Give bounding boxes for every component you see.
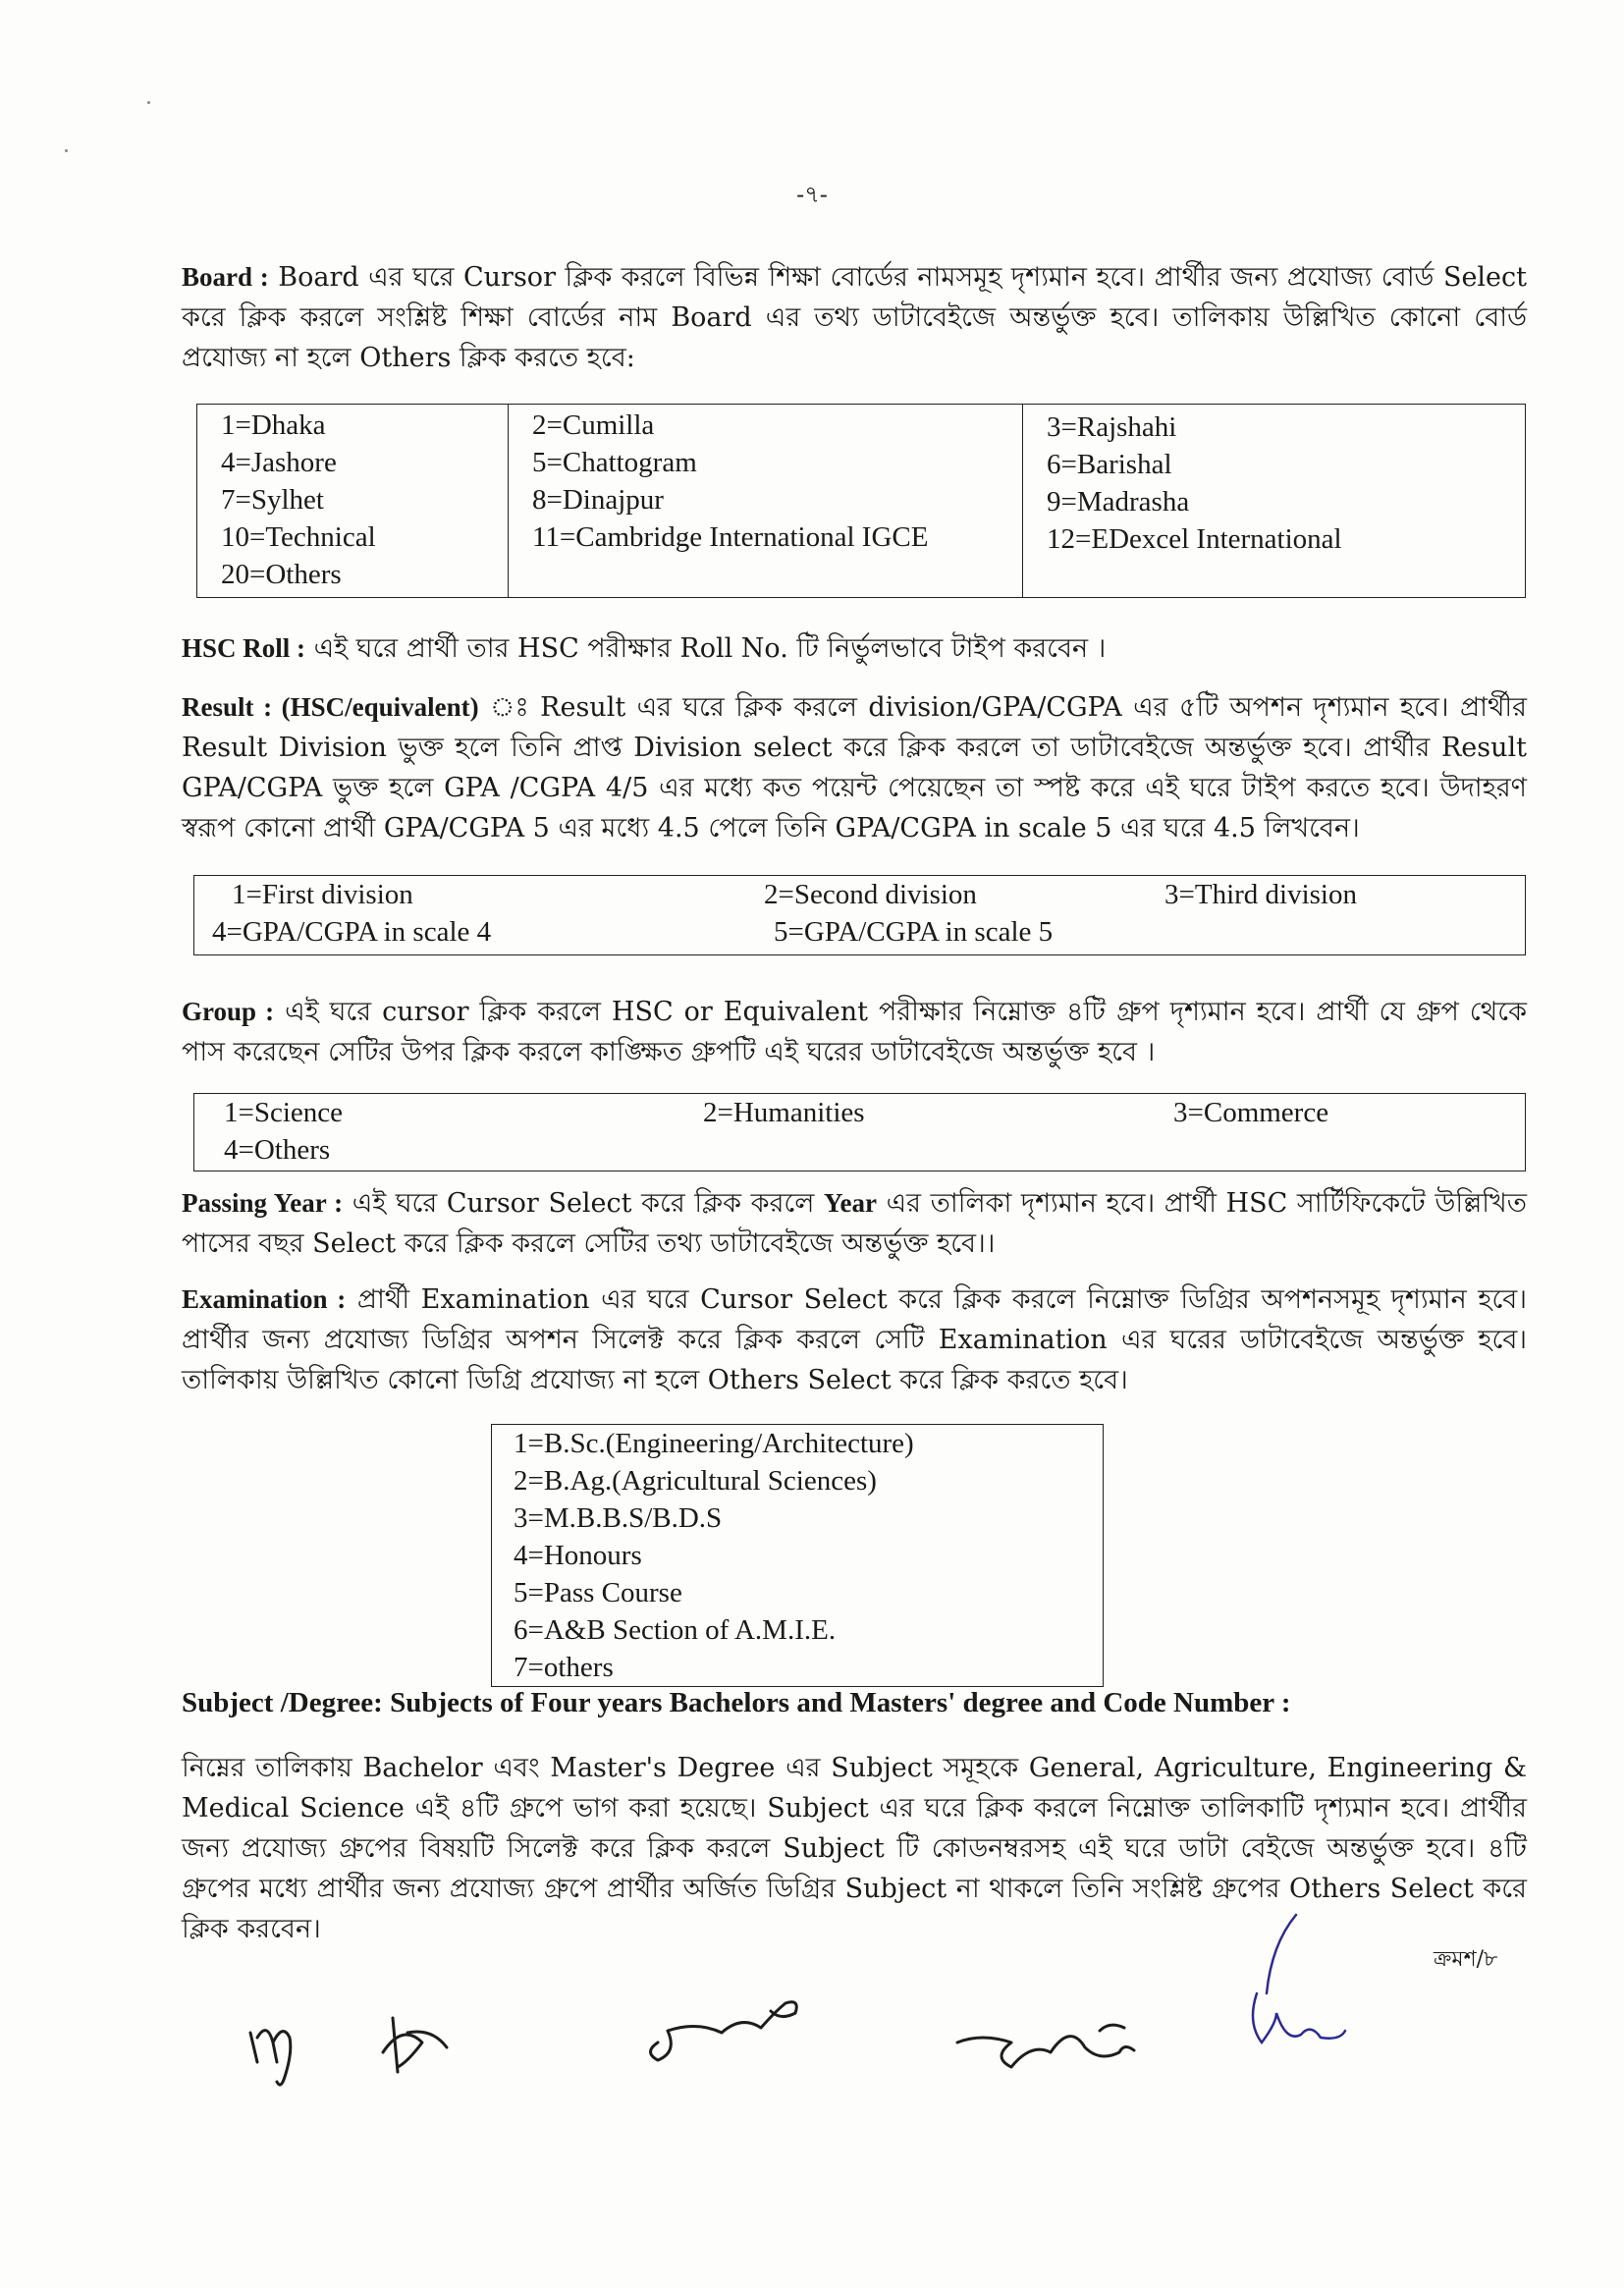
board-options-table: [196, 404, 1526, 598]
board-paragraph: [182, 257, 1527, 378]
board-column-3: [1022, 405, 1525, 597]
result-text: ঃ Result এর ঘরে ক্লিক করলে division/GPA/CGPA এর ৫টি অপশন দৃশ্যমান হবে। প্রার্থীর Result Division ভুক্ত হলে তিনি প্রাপ্ত Division select করে ক্লিক করলে তা ডাটাবেইজে অন্তর্ভুক্ত হবে। প্রার্থীর Result GPA/CGPA ভুক্ত হলে GPA /CGPA 4/5 এর মধ্যে কত পয়েন্ট পেয়েছেন তা স্পষ্ট করে এই ঘরে টাইপ করতে হবে। উদাহরণ স্বরূপ কোনো প্রার্থী GPA/CGPA 5 এর মধ্যে 4.5 পেলে তিনি GPA/CGPA in scale 5 এর ঘরে 4.5 লিখবেন।: [182, 692, 1527, 844]
passing-year-paragraph: [182, 1183, 1527, 1264]
signatures: [236, 1905, 1394, 2101]
scan-speck: [147, 101, 150, 104]
examination-options-table: [491, 1424, 1104, 1687]
examination-text: প্রার্থী Examination এর ঘরে Cursor Select করে ক্লিক করলে নিম্নোক্ত ডিগ্রির অপশনসমূহ দৃশ্যমান হবে। প্রার্থীর জন্য প্রযোজ্য ডিগ্রির অপশন সিলেক্ট করে ক্লিক করলে সেটি Examination এর ঘরের ডাটাবেইজে অন্তর্ভুক্ত হবে। তালিকায় উল্লিখিত কোনো ডিগ্রি প্রযোজ্য না হলে Others Select করে ক্লিক করতে হবে।: [182, 1284, 1527, 1395]
hsc-roll-paragraph: [182, 628, 1527, 669]
group-label: Group :: [182, 997, 275, 1026]
result-label: Result : (HSC/equivalent): [182, 692, 479, 722]
signature-2: [383, 2018, 447, 2072]
result-paragraph: [182, 687, 1527, 848]
board-option: 5=Chattogram: [532, 447, 697, 478]
board-option: 12=EDexcel International: [1047, 523, 1342, 555]
signature-5: [1253, 1915, 1345, 2043]
subject-heading: Subject /Degree: Subjects of Four years Bachelors and Masters' degree and Code Number :: [182, 1687, 1291, 1718]
scan-speck: [65, 149, 68, 152]
examination-option: 5=Pass Course: [514, 1577, 682, 1608]
hsc-roll-label: HSC Roll :: [182, 633, 306, 663]
signature-1: [250, 2031, 291, 2085]
board-option: 20=Others: [221, 559, 342, 590]
examination-paragraph: [182, 1280, 1527, 1400]
continued-note: ক্রমশ/৮: [1434, 1947, 1498, 1972]
signature-4: [957, 2025, 1134, 2067]
board-option: 9=Madrasha: [1047, 486, 1190, 518]
group-text: এই ঘরে cursor ক্লিক করলে HSC or Equivalent পরীক্ষার নিম্নোক্ত ৪টি গ্রুপ দৃশ্যমান হবে। প্রার্থী যে গ্রুপ থেকে পাস করেছেন সেটির উপর ক্লিক করলে কাঙ্ক্ষিত গ্রুপটি এই ঘরের ডাটাবেইজে অন্তর্ভুক্ত হবে ।: [182, 997, 1527, 1067]
board-text: Board এর ঘরে Cursor ক্লিক করলে বিভিন্ন শিক্ষা বোর্ডের নামসমূহ দৃশ্যমান হবে। প্রার্থীর জন্য প্রযোজ্য বোর্ড Select করে ক্লিক করলে সংশ্লিষ্ট শিক্ষা বোর্ডের নাম Board এর তথ্য ডাটাবেইজে অন্তর্ভুক্ত হবে। তালিকায় উল্লিখিত কোনো বোর্ড প্রযোজ্য না হলে Others ক্লিক করতে হবে:: [182, 262, 1528, 373]
examination-option: 7=others: [514, 1652, 614, 1683]
board-option: 8=Dinajpur: [532, 484, 664, 516]
examination-option: 1=B.Sc.(Engineering/Architecture): [514, 1428, 914, 1459]
group-option: 2=Humanities: [703, 1097, 865, 1128]
group-paragraph: [182, 992, 1527, 1072]
board-label: Board :: [182, 262, 269, 292]
group-option: 4=Others: [224, 1134, 331, 1166]
examination-label: Examination :: [182, 1284, 347, 1314]
board-option: 6=Barishal: [1047, 449, 1172, 480]
hsc-roll-text: এই ঘরে প্রার্থী তার HSC পরীক্ষার Roll No. টি নির্ভুলভাবে টাইপ করবেন ।: [313, 633, 1107, 664]
result-option: 5=GPA/CGPA in scale 5: [774, 916, 1054, 948]
passing-year-text-after: এর তালিকা দৃশ্যমান হবে। প্রার্থী HSC সার্টিফিকেটে উল্লিখিত পাসের বছর Select করে ক্লিক করলে সেটির তথ্য ডাটাবেইজে অন্তর্ভুক্ত হবে।।: [182, 1188, 1528, 1259]
examination-option: 6=A&B Section of A.M.I.E.: [514, 1614, 837, 1646]
result-option: 1=First division: [232, 879, 413, 910]
result-option: 2=Second division: [764, 879, 977, 910]
passing-year-label: Passing Year :: [182, 1188, 344, 1218]
passing-year-bold-word: Year: [824, 1188, 877, 1218]
result-options-table: [193, 875, 1526, 955]
passing-year-text: এই ঘরে Cursor Select করে ক্লিক করলে: [352, 1188, 815, 1219]
group-option: 1=Science: [224, 1097, 344, 1128]
board-option: 3=Rajshahi: [1047, 411, 1177, 443]
signature-3: [651, 2002, 797, 2060]
board-column-1: [197, 405, 508, 597]
result-option: 3=Third division: [1164, 879, 1357, 910]
group-options-table: [193, 1093, 1526, 1171]
subject-paragraph: নিম্নের তালিকায় Bachelor এবং Master's Degree এর Subject সমূহকে General, Agriculture, Engineering & Medical Science এই ৪টি গ্রুপে ভাগ করা হয়েছে। Subject এর ঘরে ক্লিক করলে নিম্নোক্ত তালিকাটি দৃশ্যমান হবে। প্রার্থীর জন্য প্রযোজ্য গ্রুপের বিষয়টি সিলেক্ট করে ক্লিক করলে Subject টি কোডনম্বরসহ এই ঘরে ডাটা বেইজে অন্তর্ভুক্ত হবে। ৪টি গ্রুপের মধ্যে প্রার্থীর জন্য প্রযোজ্য গ্রুপে প্রার্থীর অর্জিত ডিগ্রির Subject না থাকলে তিনি সংশ্লিষ্ট গ্রুপের Others Select করে ক্লিক করবেন।: [182, 1753, 1527, 1944]
examination-option: 3=M.B.B.S/B.D.S: [514, 1502, 723, 1534]
board-option: 10=Technical: [221, 521, 376, 553]
board-option: 11=Cambridge International IGCE: [532, 521, 929, 553]
board-option: 2=Cumilla: [532, 409, 655, 441]
board-option: 4=Jashore: [221, 447, 337, 478]
result-option: 4=GPA/CGPA in scale 4: [212, 916, 492, 948]
examination-option: 4=Honours: [514, 1540, 642, 1571]
board-option: 7=Sylhet: [221, 484, 324, 516]
board-option: 1=Dhaka: [221, 409, 326, 441]
board-column-2: [508, 405, 1022, 597]
page-number: -৭-: [796, 181, 828, 208]
examination-option: 2=B.Ag.(Agricultural Sciences): [514, 1465, 877, 1497]
group-option: 3=Commerce: [1173, 1097, 1329, 1128]
